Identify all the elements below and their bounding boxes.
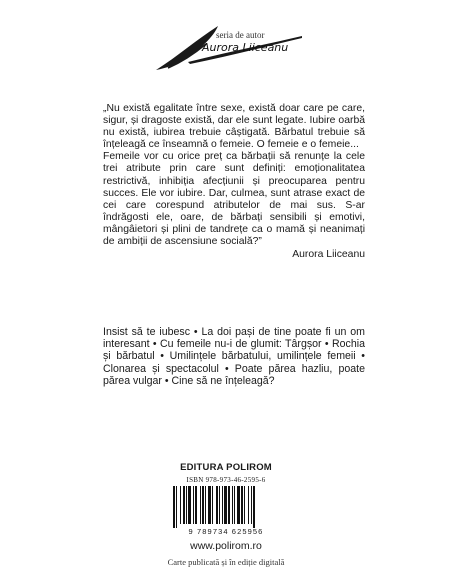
- series-author: Aurora Liiceanu: [202, 41, 289, 54]
- isbn-barcode: [165, 476, 287, 538]
- back-cover-quote: [103, 103, 365, 261]
- contents-list: Insist să te iubesc • La doi pași de tine poate fi un om interesant • Cu femeile nu-i de glumit: Târgșor • Rochia și bărbatul • Umilințele bărbatului, umilințele femeii • Clonarea și spectacolul • Poate părea hazliu, poate părea vulgar • Cine să ne înțeleagă?: [103, 326, 365, 387]
- digital-edition-note: Carte publicată și în ediție digitală: [167, 557, 285, 567]
- publisher-website: www.polirom.ro: [190, 540, 262, 552]
- series-label: seria de autor: [216, 30, 265, 40]
- quote-paragraph: Femeile vor cu orice preț ca bărbații să renunțe la cele trei atribute prin care sunt definiți: emoționalitatea restrictivă, inhibiția afecțiunii și preocuparea pentru succes. Ele vor iubire. Dar, culmea, sunt atrase exact de cei care corespund atributelor de mai sus. S-ar îndrăgosti ele, oare, de bărbați sensibili și emotivi, mângâietori și plini de tandrețe ca o mamă și neanimați de ambiții de ascensiune socială?”: [103, 151, 365, 248]
- quote-attribution: Aurora Liiceanu: [292, 249, 365, 261]
- isbn-text: ISBN 978-973-46-2595-6: [186, 476, 266, 484]
- barcode-digits: 9 789734 625956: [188, 527, 264, 536]
- barcode-icon: [171, 486, 281, 528]
- publisher-name: EDITURA POLIROM: [180, 462, 272, 473]
- series-logo: [148, 18, 304, 74]
- quote-paragraph: „Nu există egalitate între sexe, există doar care pe care, sigur, și dragoste există, dar ele sunt legate. Iubire oarbă nu există, iubirea trebuie câștigată. Bărbatul trebuie să înțeleagă ce înseamnă o femeie. O femeie e o femeie...: [103, 103, 365, 151]
